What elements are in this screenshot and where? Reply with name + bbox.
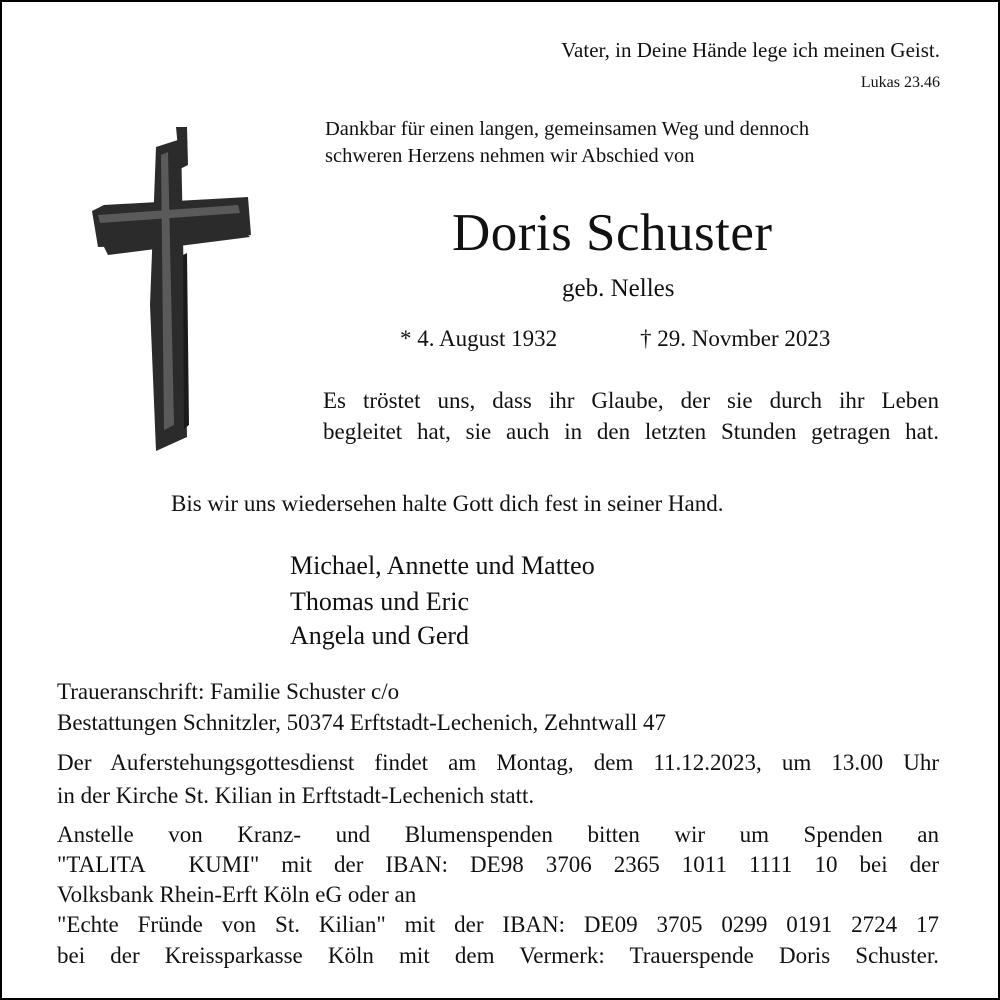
maiden-name: geb. Nelles — [562, 275, 675, 302]
comfort-line-1: Es tröstet uns, dass ihr Glaube, der sie durch ihr Leben — [323, 388, 939, 413]
birth-date: * 4. August 1932 — [400, 326, 558, 351]
comfort-line-2: begleitet hat, sie auch in den letzten Stunden getragen hat. — [323, 419, 939, 444]
intro-line-2: schweren Herzens nehmen wir Abschied von — [325, 145, 695, 167]
intro-line-1: Dankbar für einen langen, gemeinsamen Weg und dennoch — [325, 118, 810, 140]
donation-line-3: Volksbank Rhein-Erft Köln eG oder an — [57, 882, 417, 907]
service-line-1: Der Auferstehungsgottesdienst findet am Montag, dem 11.12.2023, um 13.00 Uhr — [57, 750, 939, 775]
service-line-2: in der Kirche St. Kilian in Erftstadt-Lechenich statt. — [57, 783, 535, 808]
death-date: † 29. Novmber 2023 — [640, 326, 831, 351]
mourner-line: Michael, Annette und Matteo — [290, 551, 595, 580]
donation-line-5: bei der Kreissparkasse Köln mit dem Vermerk: Trauerspende Doris Schuster. — [57, 943, 939, 968]
mourner-line: Angela und Gerd — [290, 621, 470, 650]
donation-line-2: "TALITA KUMI" mit der IBAN: DE98 3706 2365 1011 1111 10 bei der — [57, 852, 939, 877]
mourner-line: Thomas und Eric — [290, 587, 470, 616]
address-line-2: Bestattungen Schnitzler, 50374 Erftstadt-Lechenich, Zehntwall 47 — [57, 710, 667, 735]
donation-line-4: "Echte Fründe von St. Kilian" mit der IBAN: DE09 3705 0299 0191 2724 17 — [57, 912, 939, 937]
bible-verse-reference: Lukas 23.46 — [860, 74, 940, 91]
bible-verse: Vater, in Deine Hände lege ich meinen Geist. — [561, 38, 940, 62]
deceased-name: Doris Schuster — [452, 204, 773, 262]
address-line-1: Traueranschrift: Familie Schuster c/o — [57, 679, 400, 704]
donation-line-1: Anstelle von Kranz- und Blumenspenden bitten wir um Spenden an — [57, 822, 939, 847]
farewell-line: Bis wir uns wiedersehen halte Gott dich fest in seiner Hand. — [171, 491, 724, 516]
cross-icon — [88, 125, 254, 460]
